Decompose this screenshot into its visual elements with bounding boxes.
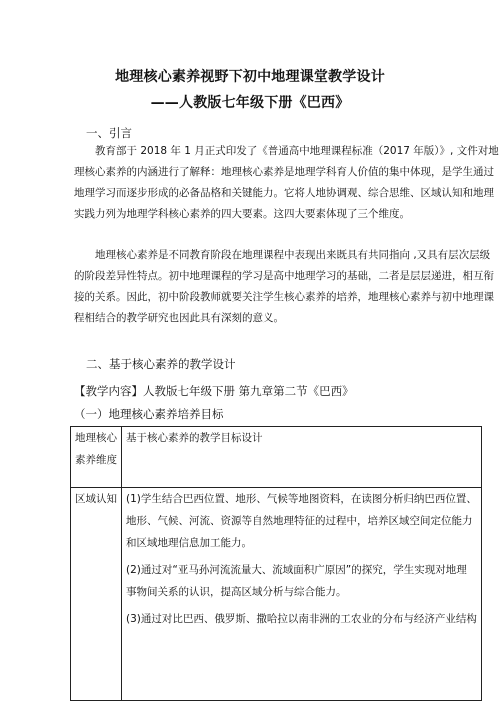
table-header-cell-goals (122, 427, 482, 488)
table-header-row (71, 427, 482, 488)
goal-line: 事物间关系的认识，提高区域分析与综合能力。 (126, 586, 347, 598)
goal-line: (2)通过对“亚马孙河流流量大、流域面积广原因”的探究，学生实现对地理 (126, 564, 467, 576)
table-header-cell-dimension (71, 427, 122, 488)
section-heading-design: 二、基于核心素养的教学设计 (86, 357, 236, 371)
goal-item-1 (126, 488, 477, 554)
goal-line: 地形、气候、河流、资源等自然地理特征的过程中，培养区域空间定位能力 (126, 515, 473, 527)
goals-table (70, 426, 482, 701)
paragraph-line: 教育部于 2018 年 1 月正式印发了《普通高中地理课程标准（2017 年版）》, 文件对地 (95, 145, 499, 157)
goal-item-3 (126, 608, 477, 630)
subsection-heading-goals: （一）地理核心素养培养目标 (74, 407, 224, 421)
document-subtitle: ——人教版七年级下册《巴西》 (150, 95, 350, 111)
goal-line: (3)通过对比巴西、俄罗斯、撒哈拉以南非洲的工农业的分布与经济产业结构 (126, 613, 477, 625)
paragraph-line: 程相结合的教学研究也因此具有深刻的意义。 (74, 312, 284, 324)
goal-line: 和区域地理信息加工能力。 (126, 537, 252, 549)
paragraph-line: 实践力列为地理学科核心素养的四大要素。这四大要素体现了三个维度。 (74, 208, 410, 220)
header-line: 地理核心 (75, 432, 117, 444)
table-cell-goal-items (122, 488, 482, 701)
document-title: 地理核心素养视野下初中地理课堂教学设计 (115, 69, 385, 85)
paragraph-line: 接的关系。因此，初中阶段教师就要关注学生核心素养的培养，地理核心素养与初中地理课 (74, 291, 494, 303)
paragraph-line: 地理学习而逐步形成的必备品格和关键能力。它将人地协调观、综合思维、区域认知和地理 (74, 187, 494, 199)
table-row (71, 488, 482, 701)
paragraph-line: 理核心素养的内涵进行了解释：地理核心素养是地理学科育人价值的集中体现，是学生通过 (74, 166, 494, 178)
header-line: 素养维度 (75, 454, 117, 466)
section-heading-introduction: 一、引言 (86, 126, 132, 140)
row-label: 区域认知 (75, 493, 117, 505)
paragraph-line: 地理核心素养是不同教育阶段在地理课程中表现出来既具有共同指向 ,又具有层次层级 (95, 249, 491, 261)
goal-line: (1)学生结合巴西位置、地形、气候等地图资料，在读图分析归纳巴西位置、 (126, 493, 477, 505)
header-line: 基于核心素养的教学目标设计 (126, 432, 263, 444)
teaching-content-line: 【教学内容】人教版七年级下册 第九章第二节《巴西》 (74, 384, 354, 398)
goal-item-2 (126, 559, 477, 603)
paragraph-intro-2 (74, 245, 494, 329)
paragraph-line: 的阶段差异性特点。初中地理课程的学习是高中地理学习的基础，二者是层层递进，相互衔 (74, 270, 494, 282)
paragraph-intro-1 (74, 141, 499, 225)
table-cell-regional-cognition (71, 488, 122, 701)
